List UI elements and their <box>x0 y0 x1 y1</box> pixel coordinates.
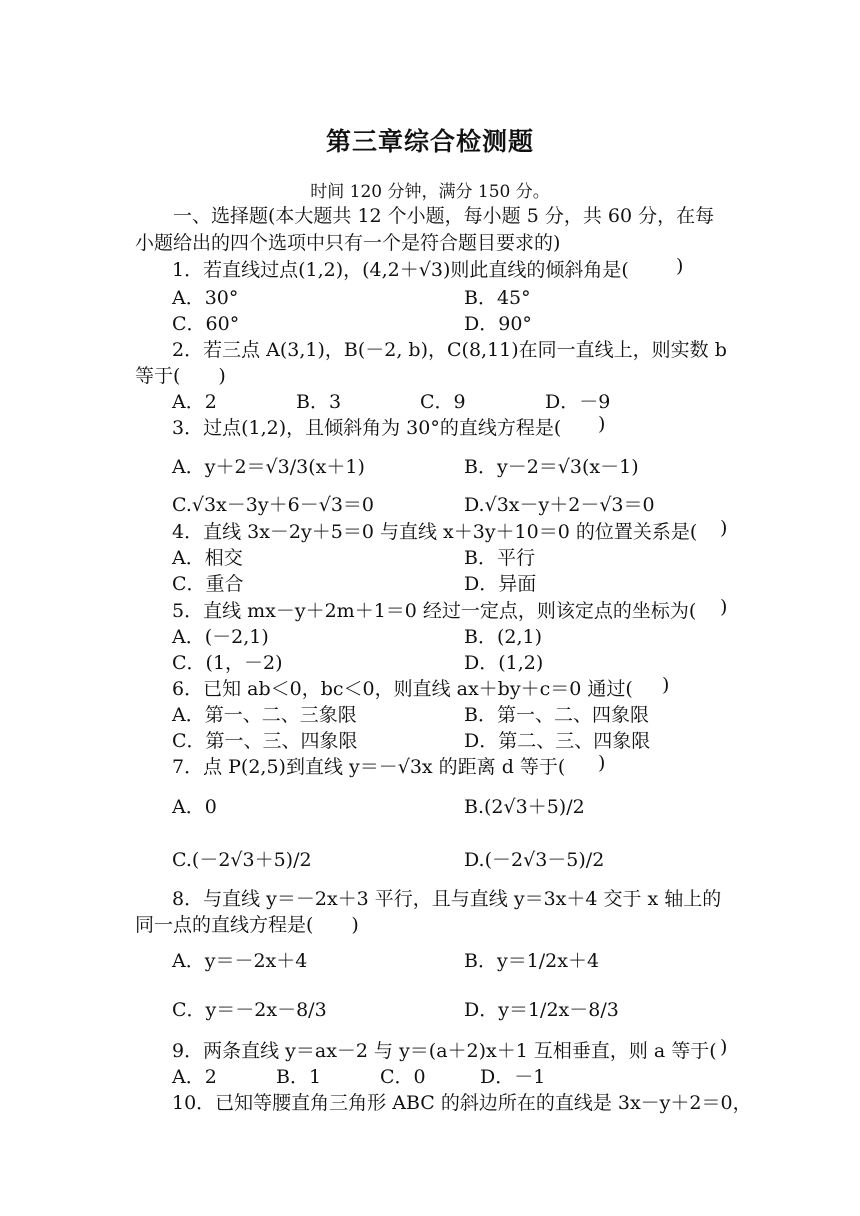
q5-option-d: D．(1,2) <box>464 652 544 674</box>
question-6-stem: 6．已知 ab＜0，bc＜0，则直线 ax＋by＋c＝0 通过( <box>172 678 633 700</box>
q8-option-b: B．y＝1/2x＋4 <box>464 950 600 972</box>
q8-option-d: D．y＝1/2x－8/3 <box>464 999 619 1021</box>
question-4-stem: 4．直线 3x－2y＋5＝0 与直线 x＋3y＋10＝0 的位置关系是( <box>172 521 698 543</box>
q8-option-a: A．y＝－2x＋4 <box>172 950 308 972</box>
exam-meta: 时间 120 分钟，满分 150 分。 <box>310 182 550 202</box>
q5-option-b: B．(2,1) <box>464 626 543 648</box>
q9-option-c: C．0 <box>380 1066 426 1088</box>
q2-option-c: C．9 <box>420 391 466 413</box>
q1-option-b: B．45° <box>464 287 531 309</box>
question-2-stem-cont: 等于( ) <box>135 365 226 387</box>
q9-option-a: A．2 <box>172 1066 217 1088</box>
q8-option-c: C．y＝－2x－8/3 <box>172 999 327 1021</box>
q7-option-a: A．0 <box>172 796 217 818</box>
question-1-stem: 1．若直线过点(1,2)，(4,2＋√3)则此直线的倾斜角是( <box>172 259 629 281</box>
q6-option-a: A．第一、二、三象限 <box>172 704 357 726</box>
q4-option-b: B．平行 <box>464 547 535 569</box>
q7-option-d: D.(－2√3－5)/2 <box>464 849 605 871</box>
question-1-paren: ) <box>676 255 684 277</box>
q4-option-d: D．异面 <box>464 573 537 595</box>
question-3-paren: ) <box>598 413 606 435</box>
question-9-paren: ) <box>720 1036 728 1058</box>
q3-option-b: B．y－2＝√3(x－1) <box>464 456 639 478</box>
q9-option-b: B．1 <box>276 1066 322 1088</box>
q4-option-c: C．重合 <box>172 573 244 595</box>
q1-option-a: A．30° <box>172 287 239 309</box>
question-9-stem: 9．两条直线 y＝ax－2 与 y＝(a＋2)x＋1 互相垂直，则 a 等于( <box>172 1040 717 1062</box>
q6-option-d: D．第二、三、四象限 <box>464 730 651 752</box>
question-5-stem: 5．直线 mx－y＋2m＋1＝0 经过一定点，则该定点的坐标为( <box>172 600 697 622</box>
question-8-stem-cont: 同一点的直线方程是( ) <box>135 914 359 936</box>
q1-option-c: C．60° <box>172 313 240 335</box>
question-3-stem: 3．过点(1,2)，且倾斜角为 30°的直线方程是( <box>172 417 562 439</box>
question-5-paren: ) <box>720 596 728 618</box>
q7-option-b: B.(2√3＋5)/2 <box>464 796 585 818</box>
page-title: 第三章综合检测题 <box>325 127 534 156</box>
q3-option-c: C.√3x－3y＋6－√3＝0 <box>172 494 375 516</box>
section-heading: 一、选择题(本大题共 12 个小题，每小题 5 分，共 60 分，在每 小题给出的四个选项中只有一个是符合题目要求的) <box>135 205 715 254</box>
q5-option-c: C．(1，－2) <box>172 652 283 674</box>
q2-option-b: B．3 <box>296 391 342 413</box>
question-7-stem: 7．点 P(2,5)到直线 y＝－√3x 的距离 d 等于( <box>172 756 566 778</box>
question-7-paren: ) <box>598 752 606 774</box>
q9-option-d: D．－1 <box>480 1066 546 1088</box>
q4-option-a: A．相交 <box>172 547 243 569</box>
question-4-paren: ) <box>720 517 728 539</box>
q3-option-a: A．y＋2＝√3/3(x＋1) <box>172 456 365 478</box>
question-10-stem: 10．已知等腰直角三角形 ABC 的斜边所在的直线是 3x－y＋2＝0， <box>172 1092 752 1114</box>
q2-option-d: D．－9 <box>545 391 611 413</box>
q7-option-c: C.(－2√3＋5)/2 <box>172 849 312 871</box>
question-2-stem: 2．若三点 A(3,1)，B(－2, b)，C(8,11)在同一直线上，则实数 b <box>172 339 727 361</box>
question-6-paren: ) <box>662 674 670 696</box>
q6-option-c: C．第一、三、四象限 <box>172 730 358 752</box>
q6-option-b: B．第一、二、四象限 <box>464 704 649 726</box>
q2-option-a: A．2 <box>172 391 217 413</box>
q3-option-d: D.√3x－y＋2－√3＝0 <box>464 494 655 516</box>
q5-option-a: A．(－2,1) <box>172 626 269 648</box>
q1-option-d: D．90° <box>464 313 532 335</box>
question-8-stem: 8．与直线 y＝－2x＋3 平行，且与直线 y＝3x＋4 交于 x 轴上的 <box>172 888 722 910</box>
